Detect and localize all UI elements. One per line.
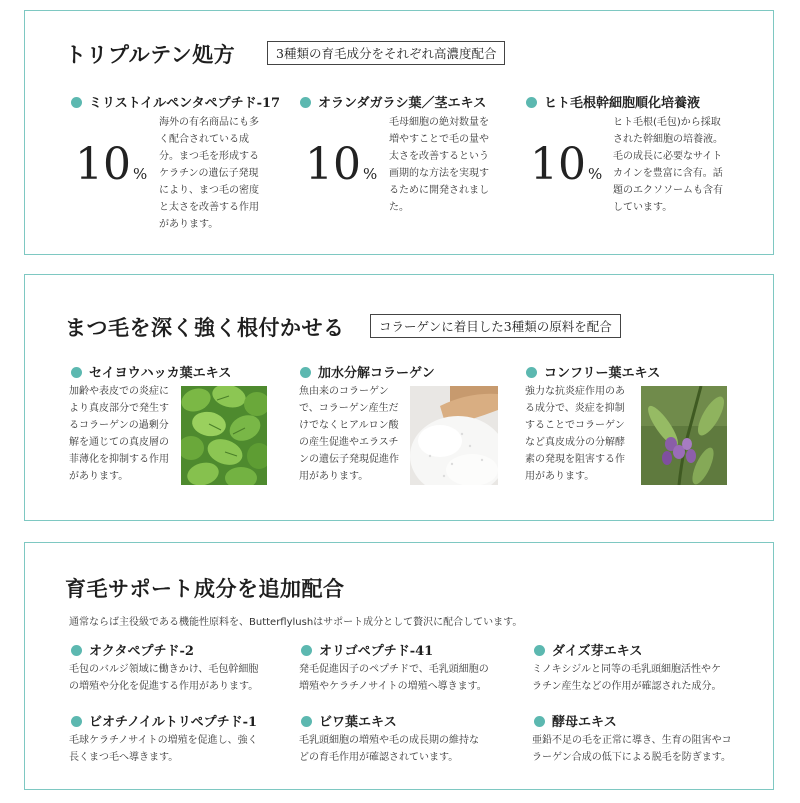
description-line: により、まつ毛の密度 xyxy=(159,185,259,196)
description-line: しています。 xyxy=(613,202,673,213)
section1-tag: 3種類の育毛成分をそれぞれ高濃度配合 xyxy=(267,41,505,65)
description-line: の産生促進やエラスチ xyxy=(299,437,399,448)
description-line: ミノキシジルと同等の毛乳頭細胞活性やケ xyxy=(532,664,721,675)
description-line: ラーゲン合成の低下による脱毛を防ぎます。 xyxy=(532,752,731,763)
description-line: 毛乳頭細胞の増殖や毛の成長期の維持な xyxy=(299,735,479,746)
description-line: るコラーゲンの過剰分 xyxy=(69,420,169,431)
ingredient-description xyxy=(532,661,757,695)
description-line: の増殖や分化を促進する作用があります。 xyxy=(69,681,259,692)
ingredient-heading xyxy=(526,92,700,111)
ingredient-name: セイヨウハッカ葉エキス xyxy=(89,366,232,381)
teal-dot-icon xyxy=(301,716,312,727)
description-line: で、コラーゲン産生だ xyxy=(299,403,399,414)
description-line: 題のエクソソームも含有 xyxy=(613,185,723,196)
description-line: より真皮部分で発生す xyxy=(69,403,169,414)
description-line: カインを豊富に含有。話 xyxy=(613,168,723,179)
teal-dot-icon xyxy=(71,367,82,378)
collagen-powder-image xyxy=(410,386,498,485)
ingredient-description xyxy=(389,114,514,216)
description-line: 菲薄化を抑制する作用 xyxy=(69,454,169,465)
ingredient-name: 酵母エキス xyxy=(552,715,617,730)
description-line: された幹細胞の培養液。 xyxy=(613,134,723,145)
description-line: 毛母細胞の絶対数量を xyxy=(389,117,489,128)
description-line: 毛の成長に必要なサイト xyxy=(613,151,723,162)
section3-intro: 通常ならば主役級である機能性原料を、Butterflylushはサポート成分として贅沢に配合しています。 xyxy=(69,617,523,628)
ingredient-description xyxy=(299,661,519,695)
ingredient-name: オリゴペプチド-41 xyxy=(319,644,434,659)
description-line: 発毛促進因子のペプチドで、毛乳頭細胞の xyxy=(299,664,489,675)
description-line: ンの遺伝子発現促進作 xyxy=(299,454,399,465)
description-line: 素の発現を阻害する作 xyxy=(525,454,625,465)
description-line: る成分で、炎症を抑制 xyxy=(525,403,625,414)
ingredient-heading xyxy=(526,362,660,381)
ingredient-description xyxy=(613,114,743,216)
description-line: ケラチンの遺伝子発現 xyxy=(159,168,259,179)
description-line: どの育毛作用が確認されています。 xyxy=(299,752,459,763)
description-line: 海外の有名商品にも多 xyxy=(159,117,259,128)
description-line: 用があります。 xyxy=(299,471,369,482)
teal-dot-icon xyxy=(534,645,545,656)
percent-unit: % xyxy=(588,165,603,183)
ingredient-heading xyxy=(300,92,486,111)
description-line: 解を通じての真皮層の xyxy=(69,437,169,448)
ingredient-name: コンフリー葉エキス xyxy=(544,366,661,381)
description-line: など真皮成分の分解酵 xyxy=(525,437,625,448)
teal-dot-icon xyxy=(301,645,312,656)
description-line: 強力な抗炎症作用のあ xyxy=(525,386,625,397)
ingredient-name: オランダガラシ葉／茎エキス xyxy=(318,96,487,111)
description-line: るために開発されまし xyxy=(389,185,489,196)
description-line: 加齢や表皮での炎症に xyxy=(69,386,169,397)
ingredient-description xyxy=(525,383,637,485)
ingredient-name: 加水分解コラーゲン xyxy=(318,366,435,381)
description-line: 長くまつ毛へ導きます。 xyxy=(69,752,179,763)
description-line: 増殖やケラチノサイトの増殖へ導きます。 xyxy=(299,681,487,692)
section1-title: トリプルテン処方 xyxy=(65,42,236,67)
description-line: 分。まつ毛を形成する xyxy=(159,151,259,162)
percent-unit: % xyxy=(363,165,378,183)
description-line: 魚由来のコラーゲン xyxy=(299,386,389,397)
ingredient-heading xyxy=(71,362,231,381)
description-line: することでコラーゲン xyxy=(525,420,625,431)
teal-dot-icon xyxy=(534,716,545,727)
ingredient-description xyxy=(69,732,289,766)
description-line: ラチン産生などの作用が確認された成分。 xyxy=(532,681,722,692)
collagen-panel xyxy=(24,274,774,521)
section2-tag: コラーゲンに着目した3種類の原料を配合 xyxy=(370,314,621,338)
percent-value xyxy=(75,139,147,190)
ingredient-description xyxy=(299,383,414,485)
mint-leaves-image xyxy=(181,386,267,485)
teal-dot-icon xyxy=(526,97,537,108)
description-line: 毛球ケラチノサイトの増殖を促進し、強く xyxy=(69,735,258,746)
ingredient-name: ビオチノイルトリペプチド-1 xyxy=(89,715,258,730)
section3-title: 育毛サポート成分を追加配合 xyxy=(65,576,345,601)
teal-dot-icon xyxy=(300,97,311,108)
ingredient-heading xyxy=(534,711,617,730)
description-line: た。 xyxy=(389,202,409,213)
ingredient-name: ミリストイルペンタペプチド-17 xyxy=(89,96,281,111)
description-line: 太さを改善するという xyxy=(389,151,489,162)
percent-value xyxy=(530,139,602,190)
teal-dot-icon xyxy=(300,367,311,378)
percent-number: 10 xyxy=(305,139,361,190)
ingredient-description xyxy=(299,732,519,766)
percent-number: 10 xyxy=(75,139,131,190)
ingredient-heading xyxy=(301,640,433,659)
description-line: 毛包のバルジ領域に働きかけ、毛包幹細胞 xyxy=(69,664,259,675)
teal-dot-icon xyxy=(71,716,82,727)
ingredient-name: ヒト毛根幹細胞順化培養液 xyxy=(544,96,701,111)
ingredient-description xyxy=(69,661,289,695)
triple-ten-panel xyxy=(24,10,774,255)
percent-unit: % xyxy=(133,165,148,183)
percent-number: 10 xyxy=(530,139,586,190)
description-line: く配合されている成 xyxy=(159,134,249,145)
teal-dot-icon xyxy=(526,367,537,378)
section2-title: まつ毛を深く強く根付かせる xyxy=(65,315,345,340)
ingredient-heading xyxy=(301,711,397,730)
ingredient-heading xyxy=(71,640,194,659)
ingredient-description xyxy=(159,114,284,233)
ingredient-description xyxy=(532,732,762,766)
ingredient-name: ビワ葉エキス xyxy=(319,715,397,730)
percent-value xyxy=(305,139,377,190)
description-line: があります。 xyxy=(69,471,129,482)
ingredient-name: ダイズ芽エキス xyxy=(552,644,643,659)
teal-dot-icon xyxy=(71,645,82,656)
ingredient-heading xyxy=(534,640,642,659)
ingredient-heading xyxy=(300,362,435,381)
description-line: ヒト毛根(毛包)から採取 xyxy=(613,117,721,128)
ingredient-name: オクタペプチド-2 xyxy=(89,644,194,659)
description-line: 画期的な方法を実現す xyxy=(389,168,489,179)
description-line: と太さを改善する作用 xyxy=(159,202,259,213)
teal-dot-icon xyxy=(71,97,82,108)
ingredient-heading xyxy=(71,711,257,730)
description-line: 増やすことで毛の量や xyxy=(389,134,489,145)
support-ingredients-panel xyxy=(24,542,774,790)
description-line: 用があります。 xyxy=(525,471,595,482)
description-line: けでなくヒアルロン酸 xyxy=(299,420,399,431)
description-line: があります。 xyxy=(159,219,219,230)
comfrey-flower-image xyxy=(641,386,727,485)
ingredient-description xyxy=(69,383,184,485)
ingredient-heading xyxy=(71,92,280,111)
description-line: 亜鉛不足の毛を正常に導き、生育の阻害やコ xyxy=(532,735,732,746)
